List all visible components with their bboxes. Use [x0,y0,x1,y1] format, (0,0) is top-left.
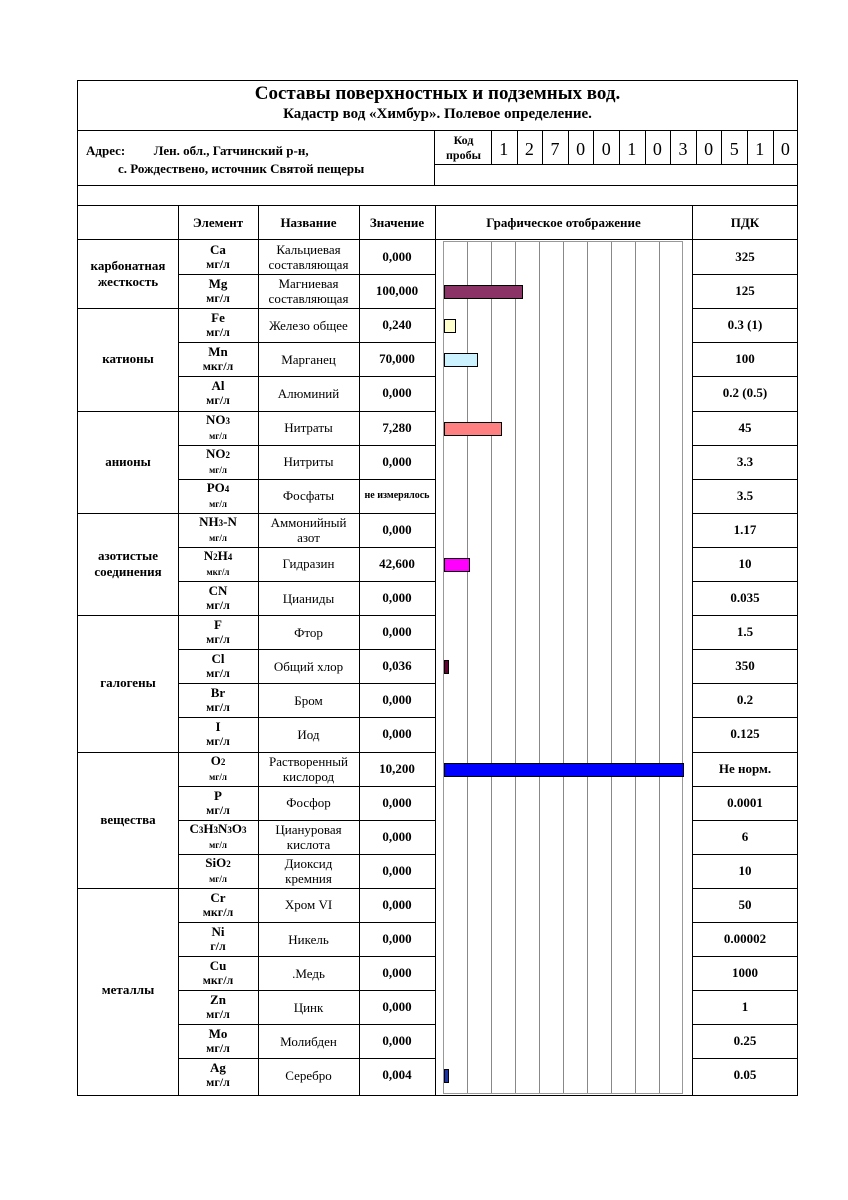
element-unit: мкг/л [202,973,234,988]
measured-value: 0,000 [382,726,412,742]
element-unit: мкг/л [202,359,234,374]
element-symbol-part: NO [206,445,226,461]
digit-divider [542,130,543,164]
element-cell [178,990,258,1024]
element-unit: мг/л [209,532,227,543]
element-unit: мг/л [206,291,230,306]
group-label: карбонатная жесткость [90,258,166,290]
measured-value: 0,000 [382,249,412,265]
measured-value: 0,000 [382,999,412,1015]
measured-value: 0,000 [382,896,412,912]
sample-code-digit: 1 [499,139,509,159]
digit-divider [721,130,722,164]
element-symbol-part: Mo [208,1026,228,1042]
element-cell [178,308,258,342]
pdk-value: 125 [735,283,755,299]
element-cell [178,820,258,854]
measured-value: 0,000 [382,453,412,469]
substance-name: Нитраты [284,420,333,436]
pdk-value: 0.05 [733,1067,757,1083]
digit-divider [568,130,569,164]
pdk-value: 10 [738,862,752,878]
digit-divider [670,130,671,164]
measured-value: 10,200 [379,760,415,776]
element-unit: мг/л [209,430,227,441]
measured-value: 0,000 [382,521,412,537]
graph-bar [444,319,456,333]
group-label: анионы [105,453,151,469]
graph-bar [444,422,502,436]
element-symbol-part: H [203,820,214,836]
element-symbol [212,924,225,939]
pdk-value: 325 [735,249,755,265]
sample-code-digit: 0 [652,139,662,159]
element-symbol [211,685,225,700]
pdk-value: 0.125 [730,726,760,742]
measured-value: 0,000 [382,862,412,878]
element-symbol [210,242,226,257]
substance-name: Бром [294,692,323,708]
digit-divider [696,130,697,164]
substance-name: Фосфор [286,795,331,811]
graph-bar [444,558,470,572]
pdk-value: 0.0001 [727,794,763,810]
element-symbol [199,514,237,531]
element-symbol [209,583,228,598]
element-unit: мг/л [206,1075,230,1090]
sample-code-digit: 0 [601,139,611,159]
sample-code-label [436,133,491,163]
element-symbol [211,310,225,325]
element-cell [178,786,258,820]
address-line-1 [86,143,309,159]
element-cell [178,240,258,274]
pdk-value: 45 [738,419,752,435]
divider [77,130,798,131]
element-cell [178,956,258,990]
graph-gridline [587,242,588,1093]
substance-name: Марганец [281,351,336,367]
element-symbol-part: I [215,719,221,735]
element-symbol [212,378,225,393]
substance-name: Диоксид кремния [284,855,333,886]
measured-value: 100,000 [375,283,419,299]
measured-value: 0,000 [382,794,412,810]
element-symbol-part: O [210,752,221,768]
element-symbol [210,958,227,973]
element-symbol-part: Cr [210,889,226,905]
measured-value: 0,240 [382,317,412,333]
graph-bar [444,1069,449,1083]
element-symbol-part: -N [223,513,237,529]
col-header-pdk: ПДК [730,214,760,230]
element-symbol-part: Cu [209,958,227,974]
group-label: катионы [102,351,154,367]
element-symbol-subscript: 2 [225,449,230,460]
substance-name: Железо общее [269,317,348,333]
address-text-1: Лен. обл., Гатчинский р-н, [153,143,309,158]
element-symbol-subscript: 2 [226,858,231,869]
element-symbol [206,412,230,429]
element-symbol [208,344,228,359]
pdk-value: 1.5 [736,624,754,640]
element-symbol [206,446,230,463]
sample-code-digit: 1 [627,139,637,159]
document-title: Составы поверхностных и подземных вод. [254,83,621,104]
group-label: азотистые соединения [94,547,162,579]
address-line-2: с. Рождествено, источник Святой пещеры [118,161,365,176]
graph-plot-area [443,241,683,1094]
pdk-value: 10 [738,555,752,571]
pdk-value: 0.035 [730,590,760,606]
measured-value: не измерялось [364,489,430,501]
element-unit: мг/л [209,839,227,850]
element-symbol [209,1026,228,1041]
sample-code-digit: 2 [524,139,534,159]
substance-name: Хром VI [284,897,333,913]
element-cell [178,274,258,308]
measured-value: 0,000 [382,590,412,606]
element-symbol [204,548,233,565]
sample-code-digit: 7 [550,139,560,159]
measured-value: 0,000 [382,828,412,844]
substance-name: .Медь [292,965,325,981]
group-label: галогены [100,675,156,691]
element-unit: мг/л [206,1041,230,1056]
element-symbol-part: Fe [211,310,225,326]
element-unit: мкг/л [202,904,234,919]
element-symbol [212,651,225,666]
pdk-value: 0.2 (0.5) [722,385,768,401]
element-symbol [214,617,222,632]
sample-code-digit: 1 [755,139,765,159]
element-unit: мг/л [209,498,227,509]
element-cell [178,1024,258,1058]
element-cell [178,1058,258,1092]
pdk-value: 350 [735,658,755,674]
document-subtitle: Кадастр вод «Химбур». Полевое определение. [283,106,592,122]
sample-code-digit: 3 [678,139,688,159]
element-unit: мг/л [206,734,230,749]
address-label: Адрес: [86,143,126,158]
element-symbol-subscript: 3 [227,824,232,835]
element-symbol [205,855,230,872]
element-unit: мг/л [206,700,230,715]
element-cell [178,922,258,956]
element-symbol-part: P [214,787,222,803]
element-unit: мг/л [206,325,230,340]
substance-name: Кальциевая составляющая [268,242,349,273]
element-symbol-part: N [203,547,214,563]
element-cell [178,479,258,513]
pdk-value: 6 [741,828,749,844]
digit-divider [491,130,492,164]
element-cell [178,513,258,547]
element-unit: мг/л [209,771,227,782]
substance-name: Растворенный кислород [269,753,348,784]
sample-code-digit: 0 [704,139,714,159]
substance-name: Фосфаты [282,488,335,504]
graph-gridline [539,242,540,1093]
element-symbol [209,276,228,291]
element-symbol-part: O [231,820,243,836]
graph-bar [444,763,684,777]
pdk-value: 0.25 [733,1033,757,1049]
element-symbol [210,890,225,905]
element-symbol-subscript: 4 [227,551,233,562]
digit-divider [645,130,646,164]
element-cell [178,547,258,581]
graph-gridline [491,242,492,1093]
graph-bar [444,660,449,674]
pdk-value: 50 [738,896,752,912]
element-symbol-subscript: 4 [224,483,230,494]
digit-divider [517,130,518,164]
pdk-value: 1 [741,999,749,1015]
element-symbol-part: Br [210,685,226,701]
graph-bar [444,285,523,299]
col-header-value: Значение [369,214,425,230]
element-symbol-subscript: 3 [198,824,204,835]
pdk-value: 3.5 [736,487,754,503]
element-symbol-part: SiO [205,854,227,870]
substance-name: Молибден [280,1033,337,1049]
group-label: вещества [100,811,156,827]
element-cell [178,445,258,479]
element-cell [178,683,258,717]
element-unit: мг/л [206,393,230,408]
element-cell [178,752,258,786]
element-symbol [215,719,220,734]
element-symbol-part: Ni [211,924,225,940]
element-symbol-part: Mg [208,276,228,292]
element-unit: мг/л [209,873,227,884]
element-unit: мг/л [206,632,230,647]
digit-divider [773,130,774,164]
measured-value: 42,600 [379,555,415,571]
element-symbol [210,992,226,1007]
graph-gridline [659,242,660,1093]
measured-value: 0,000 [382,1033,412,1049]
element-cell [178,376,258,410]
measured-value: 70,000 [379,351,415,367]
element-cell [178,854,258,888]
element-cell [178,615,258,649]
element-symbol-part: F [214,617,222,633]
graph-gridline [611,242,612,1093]
pdk-value: 3.3 [736,453,754,469]
graph-bar [444,353,478,367]
substance-name: Нитриты [283,454,334,470]
divider [434,164,798,165]
element-cell [178,581,258,615]
measured-value: 0,004 [382,1067,412,1083]
substance-name: Иод [297,726,320,742]
pdk-value: 0.00002 [723,931,767,947]
element-symbol-part: NO [206,411,226,427]
col-header-name: Название [280,214,337,230]
sample-code-label-2: пробы [446,148,481,162]
element-symbol [211,753,226,770]
substance-name: Цианиды [282,590,335,606]
sample-code-digit: 5 [729,139,739,159]
element-unit: мг/л [206,802,230,817]
element-symbol [214,788,222,803]
sample-code-label-1: Код [453,133,474,147]
element-symbol-part: C [189,820,199,836]
substance-name: Алюминий [277,385,340,401]
element-symbol-subscript: 3 [242,824,247,835]
element-unit: мг/л [209,464,227,475]
measured-value: 0,000 [382,965,412,981]
element-cell [178,717,258,751]
element-symbol [189,821,246,838]
measured-value: 7,280 [382,419,412,435]
pdk-value: 0.2 [736,692,754,708]
group-label: металлы [101,982,155,998]
element-symbol-subscript: 3 [213,824,218,835]
substance-name: Цинк [293,999,324,1015]
element-symbol-part: CN [208,583,228,599]
element-symbol-subscript: 3 [225,415,230,426]
element-cell [178,342,258,376]
element-symbol-subscript: 3 [218,517,224,528]
substance-name: Циануровая кислота [275,821,342,852]
pdk-value: 0.3 (1) [727,317,763,333]
element-symbol-part: Mn [208,344,228,360]
substance-name: Аммонийный азот [270,514,347,545]
pdk-value: Не норм. [718,760,772,776]
element-unit: мг/л [206,598,230,613]
substance-name: Никель [288,931,329,947]
element-symbol-part: Al [211,378,225,394]
element-symbol-subscript: 2 [220,756,226,767]
graph-gridline [563,242,564,1093]
col-header-graph: Графическое отображение [486,214,641,230]
element-symbol-part: Cl [211,651,225,667]
pdk-value: 1.17 [733,521,757,537]
sample-code-digit: 0 [576,139,586,159]
pdk-value: 100 [735,351,755,367]
element-symbol-subscript: 2 [213,551,218,562]
digit-divider [747,130,748,164]
element-symbol-part: Zn [210,992,226,1008]
graph-gridline [467,242,468,1093]
substance-name: Фтор [294,624,323,640]
element-symbol-part: N [218,820,228,836]
element-unit: мг/л [206,1007,230,1022]
col-header-element: Элемент [192,214,244,230]
graph-gridline [515,242,516,1093]
sample-code-digit: 0 [780,139,790,159]
divider [434,130,435,185]
substance-name: Серебро [285,1067,332,1083]
pdk-value: 1000 [732,965,758,981]
element-cell [178,888,258,922]
measured-value: 0,000 [382,624,412,640]
measured-value: 0,000 [382,931,412,947]
substance-name: Общий хлор [273,658,344,674]
graph-gridline [635,242,636,1093]
element-cell [178,411,258,445]
element-unit: мг/л [206,257,230,272]
element-symbol [207,480,230,497]
column-divider [435,205,436,1096]
digit-divider [619,130,620,164]
element-unit: г/л [210,939,226,954]
element-unit: мг/л [206,666,230,681]
measured-value: 0,036 [382,658,412,674]
element-symbol-part: Ca [210,242,226,258]
substance-name: Гидразин [282,556,335,572]
digit-divider [593,130,594,164]
divider [77,185,798,186]
element-unit: мкг/л [206,566,230,577]
element-symbol-part: Ag [210,1060,226,1076]
element-symbol-part: H [217,547,228,563]
element-symbol-part: NH [199,513,219,529]
measured-value: 0,000 [382,385,412,401]
element-symbol-part: PO [206,479,225,495]
substance-name: Магниевая составляющая [268,276,349,307]
element-cell [178,649,258,683]
measured-value: 0,000 [382,692,412,708]
element-symbol [210,1060,226,1075]
